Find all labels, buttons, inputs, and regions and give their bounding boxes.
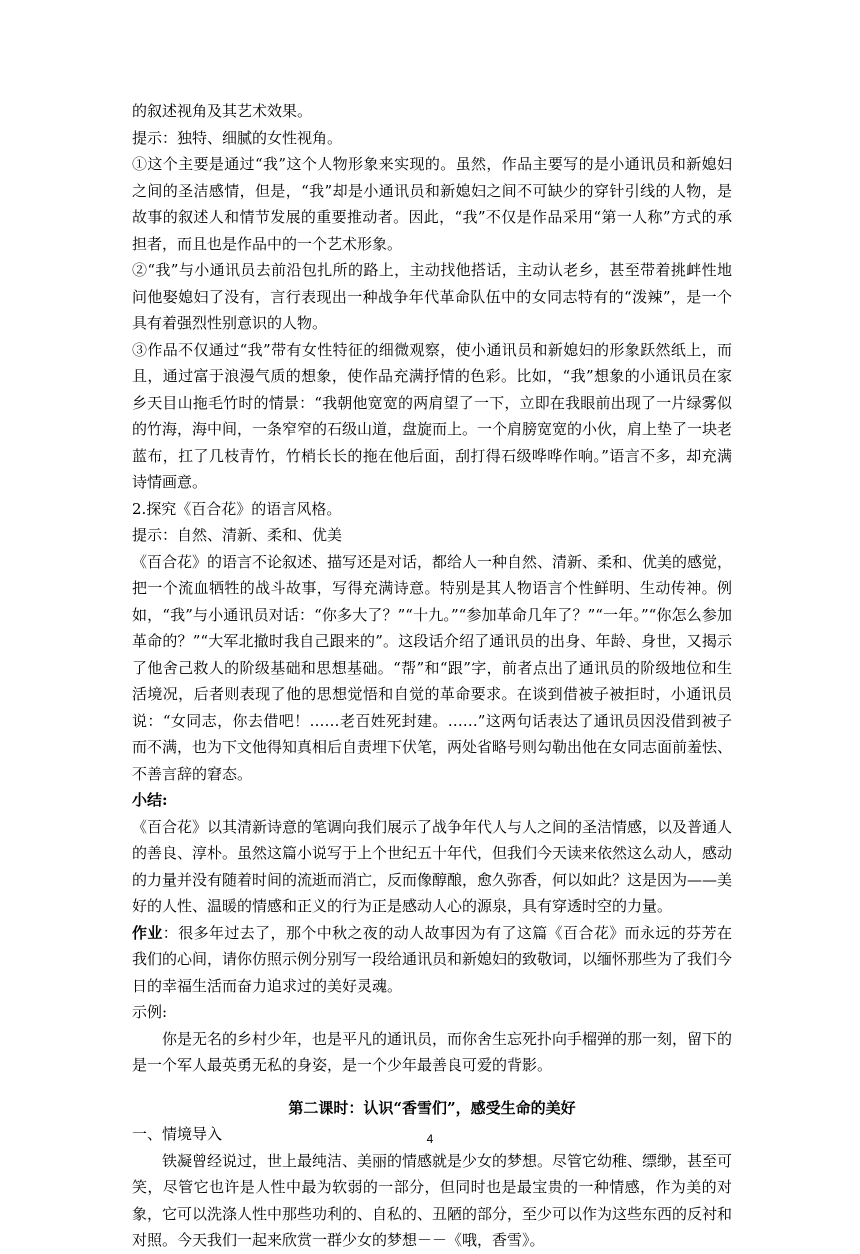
homework-label: 作业	[132, 923, 163, 942]
intro-paragraph: 铁凝曾经说过，世上最纯洁、美丽的情感就是少女的梦想。尽管它幼稚、缥缈，甚至可笑，尽管它也许是人性中最为软弱的一部分，但同时也是最宝贵的一种情感，作为美的对象，它可以洗涤人性中那些功利的、自私的、丑陋的部分，至少可以作为这些东西的反衬和对照。今天我们一起来欣赏一群少女的梦想－－《哦，香雪》。	[132, 1151, 733, 1249]
paragraph: ②“我”与小通讯员去前沿包扎所的路上，主动找他搭话，主动认老乡，甚至带着挑衅性地问他娶媳妇了没有，言行表现出一种战争年代革命队伍中的女同志特有的“泼辣”，是一个具有着强烈性别意识的人物。	[132, 261, 732, 332]
example-label: 示例:	[132, 1003, 168, 1021]
summary-label: 小结:	[132, 791, 168, 809]
paragraph: ①这个主要是通过“我”这个人物形象来实现的。虽然，作品主要写的是小通讯员和新媳妇之间的圣洁感情，但是，“我”却是小通讯员和新媳妇之间不可缺少的穿针引线的人物，是故事的叙述人和情节发展的重要推动者。因此，“我”不仅是作品采用“第一人称”方式的承担者，而且也是作品中的一个艺术形象。	[132, 155, 732, 253]
question-heading: 2.探究《百合花》的语言风格。	[132, 499, 342, 518]
subsection-heading: 一、情境导入	[132, 1125, 223, 1143]
summary-paragraph: 《百合花》以其清新诗意的笔调向我们展示了战争年代人与人之间的圣洁情感，以及普通人的善良、淳朴。虽然这篇小说写于上个世纪五十年代，但我们今天读来依然这么动人，感动的力量并没有随着时间的流逝而消亡，反而像醇酿，愈久弥香，何以如此？这是因为——美好的人性、温暖的情感和正义的行为正是感动人心的源泉，具有穿透时空的力量。	[132, 817, 733, 915]
paragraph: ③作品不仅通过“我”带有女性特征的细微观察，使小通讯员和新媳妇的形象跃然纸上，而且，通过富于浪漫气质的想象，使作品充满抒情的色彩。比如，“我”想象的小通讯员在家乡天目山拖毛竹时的情景：“我朝他宽宽的两肩望了一下，立即在我眼前出现了一片绿雾似的竹海，海中间，一条窄窄的石级山道，盘旋而上。一个肩膀宽宽的小伙，肩上垫了一块老蓝布，扛了几枝青竹，竹梢长长的拖在他后面，刮打得石级哗哗作响。”语言不多，却充满诗情画意。	[132, 340, 733, 491]
hint-line: 提示：自然、清新、柔和、优美	[132, 526, 343, 544]
hint-line: 提示：独特、细腻的女性视角。	[132, 128, 343, 147]
document-body	[132, 98, 732, 1254]
homework-text: ：很多年过去了，那个中秋之夜的动人故事因为有了这篇《百合花》而永远的芬芳在我们的心间，请你仿照示例分别写一段给通讯员和新媳妇的致敬词，以缅怀那些为了我们今日的幸福生活而奋力追求过的美好灵魂。	[132, 923, 733, 995]
section-title: 第二课时：认识“香雪们”，感受生命的美好	[288, 1098, 576, 1117]
homework-paragraph	[132, 920, 732, 1000]
page-number: 4	[426, 1132, 434, 1146]
paragraph: 的叙述视角及其艺术效果。	[132, 102, 313, 120]
paragraph: 《百合花》的语言不论叙述、描写还是对话，都给人一种自然、清新、柔和、优美的感觉，把一个流血牺牲的战斗故事，写得充满诗意。特别是其人物语言个性鲜明、生动传神。例如，“我”与小通讯员对话：“你多大了？”“十九。”“参加革命几年了？”“一年。”“你怎么参加革命的？”“大军北撤时我自己跟来的”。这段话介绍了通讯员的出身、年龄、身世，又揭示了他舍己救人的阶级基础和思想基础。“帮”和“跟”字，前者点出了通讯员的阶级地位和生活境况，后者则表现了他的思想觉悟和自觉的革命要求。在谈到借被子被拒时，小通讯员说：“女同志，你去借吧！……老百姓死封建。……”这两句话表达了通讯员因没借到被子而不满，也为下文他得知真相后自责埋下伏笔，两处省略号则勾勒出他在女同志面前羞怯、不善言辞的窘态。	[132, 552, 733, 783]
example-paragraph: 你是无名的乡村少年，也是平凡的通讯员，而你舍生忘死扑向手榴弹的那一刻，留下的是一个军人最英勇无私的身姿，是一个少年最善良可爱的背影。	[132, 1029, 733, 1074]
